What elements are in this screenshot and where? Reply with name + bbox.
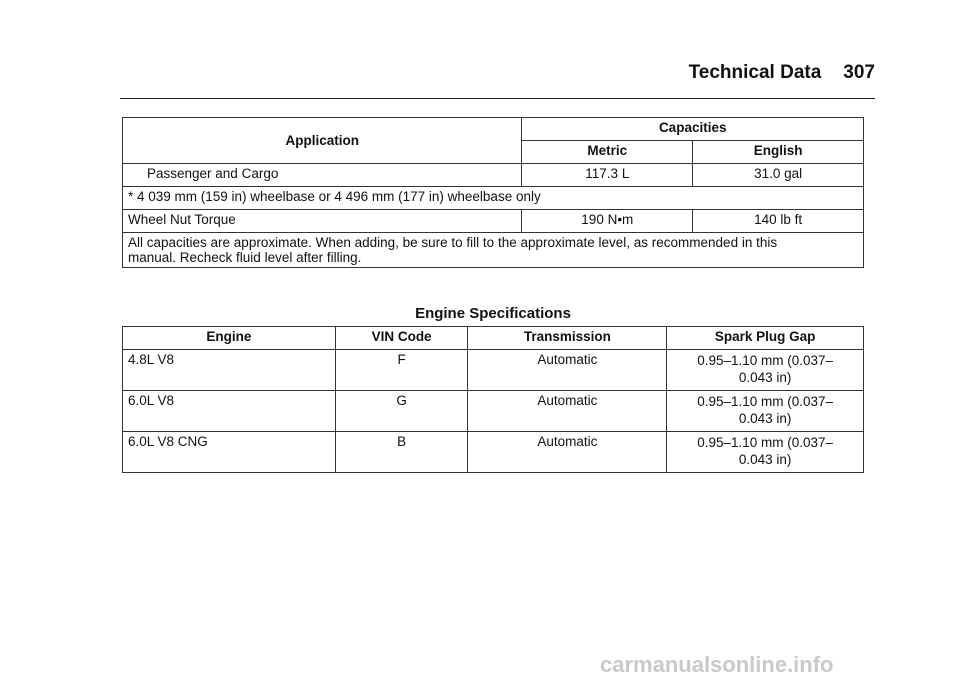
transmission-cell: Automatic: [468, 391, 667, 432]
spark-plug-gap-cell: [667, 350, 864, 391]
footnote-cell: * 4 039 mm (159 in) wheelbase or 4 496 mm (177 in) wheelbase only: [123, 187, 864, 210]
transmission-cell: Automatic: [468, 350, 667, 391]
spark-plug-gap-cell: [667, 391, 864, 432]
english-header: English: [693, 141, 864, 164]
gap-line: 0.043 in): [738, 411, 792, 426]
metric-cell: 190 N•m: [522, 210, 693, 233]
page-header: [120, 62, 875, 99]
table-row: [123, 391, 864, 432]
note-cell: All capacities are approximate. When adding, be sure to fill to the approximate level, as recommended in this manual. Recheck fluid level after filling.: [123, 233, 864, 268]
column-header-spark-plug-gap: Spark Plug Gap: [667, 327, 864, 350]
capacities-header: Capacities: [522, 118, 864, 141]
gap-line: 0.043 in): [738, 370, 792, 385]
spark-plug-gap-cell: [667, 432, 864, 473]
engine-specifications-title: Engine Specifications: [415, 305, 571, 322]
page-number: 307: [843, 62, 875, 83]
table-row: [123, 233, 864, 268]
english-cell: 140 lb ft: [693, 210, 864, 233]
application-header: Application: [123, 118, 522, 164]
gap-line: 0.95–1.10 mm (0.037–: [697, 435, 834, 450]
column-header-transmission: Transmission: [468, 327, 667, 350]
gap-line: 0.95–1.10 mm (0.037–: [697, 394, 834, 409]
gap-line: 0.043 in): [738, 452, 792, 467]
english-cell: 31.0 gal: [693, 164, 864, 187]
application-cell: Wheel Nut Torque: [123, 210, 522, 233]
metric-header: Metric: [522, 141, 693, 164]
table-row: [123, 432, 864, 473]
capacities-table: [122, 117, 864, 268]
vin-cell: G: [335, 391, 468, 432]
table-row: [123, 210, 864, 233]
table-row: [123, 187, 864, 210]
vin-cell: F: [335, 350, 468, 391]
table-row: [123, 164, 864, 187]
engine-specifications-table: [122, 326, 864, 473]
table-row: [123, 350, 864, 391]
watermark: carmanualsonline.info: [600, 652, 834, 677]
gap-line: 0.95–1.10 mm (0.037–: [697, 353, 834, 368]
engine-cell: 6.0L V8 CNG: [123, 432, 336, 473]
column-header-engine: Engine: [123, 327, 336, 350]
section-title: Technical Data: [688, 62, 822, 83]
engine-cell: 6.0L V8: [123, 391, 336, 432]
vin-cell: B: [335, 432, 468, 473]
application-cell: Passenger and Cargo: [123, 164, 522, 187]
metric-cell: 117.3 L: [522, 164, 693, 187]
column-header-vin-code: VIN Code: [335, 327, 468, 350]
engine-cell: 4.8L V8: [123, 350, 336, 391]
transmission-cell: Automatic: [468, 432, 667, 473]
